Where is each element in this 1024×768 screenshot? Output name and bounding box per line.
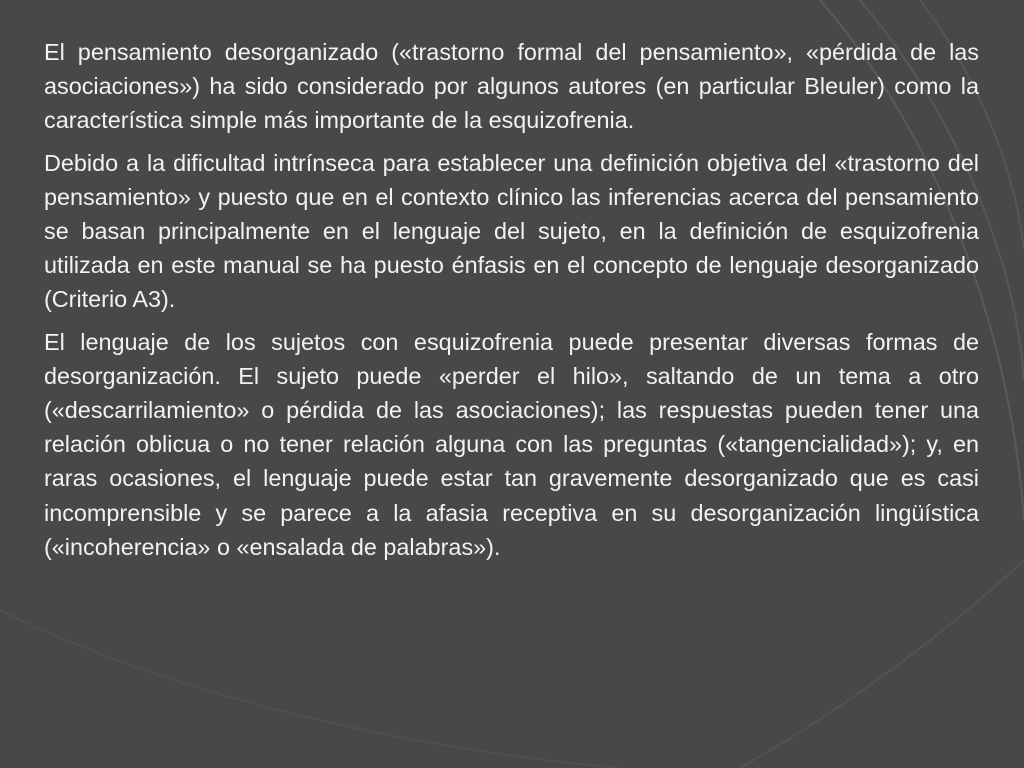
arc-lower-left	[0, 610, 620, 768]
paragraph-2: Debido a la dificultad intrínseca para establecer una definición objetiva del «trastorno del pensamiento» y puesto que en el contexto clínico las inferencias acerca del pensamiento se basan principalmente en el lenguaje del sujeto, en la definición de esquizofrenia utilizada en este manual se ha puesto énfasis en el concepto de lenguaje desorganizado (Criterio A3).	[44, 149, 979, 313]
paragraph-3: El lenguaje de los sujetos con esquizofrenia puede presentar diversas formas de desorganización. El sujeto puede «perder el hilo», saltando de un tema a otro («descarrilamiento» o pérdida de las asociaciones); las respuestas pueden tener una relación oblicua o no tener relación alguna con las preguntas («tangencialidad»); y, en raras ocasiones, el lenguaje puede estar tan gravemente desorganizado que es casi incomprensible y se parece a la afasia receptiva en su desorganización lingüística («incoherencia» o «ensalada de palabras»).	[44, 328, 979, 560]
paragraph-1: El pensamiento desorganizado («trastorno formal del pensamiento», «pérdida de las asociaciones») ha sido considerado por algunos autores (en particular Bleuler) como la característica simple más importante de la esquizofrenia.	[44, 39, 979, 134]
arc-bottom	[740, 560, 1024, 768]
slide-body	[44, 35, 979, 572]
